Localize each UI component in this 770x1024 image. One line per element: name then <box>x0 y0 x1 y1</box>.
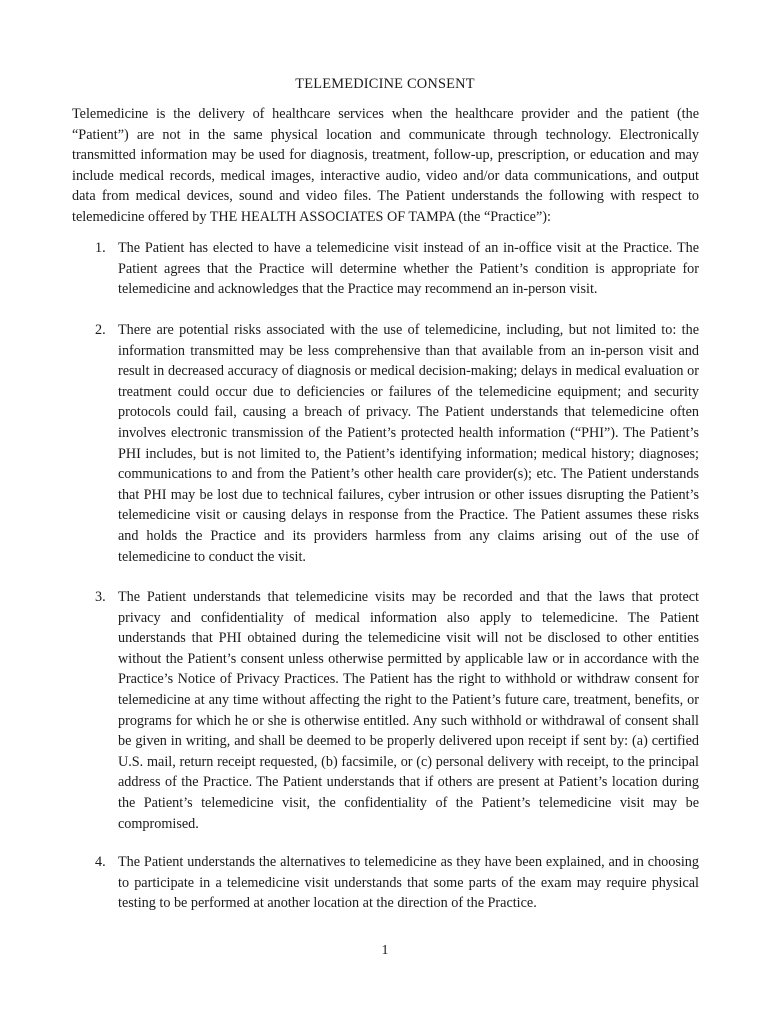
list-item-number: 1. <box>95 240 106 256</box>
list-item-text: The Patient understands the alternatives to telemedicine as they have been explained, and in choosing to participate in a telemedicine visit understands that some parts of the exam may require physical testing to be performed at another location at the direction of the Practice. <box>118 854 699 912</box>
list-item <box>72 587 699 834</box>
document-title: TELEMEDICINE CONSENT <box>295 76 475 92</box>
list-item <box>72 320 699 567</box>
page-number: 1 <box>381 943 389 958</box>
list-item-text: The Patient has elected to have a telemedicine visit instead of an in-office visit at the Practice. The Patient agrees that the Practice will determine whether the Patient’s condition is appropriate for telemedicine and acknowledges that the Practice may recommend an in-person visit. <box>118 240 699 298</box>
list-item <box>72 852 699 914</box>
intro-paragraph: Telemedicine is the delivery of healthcare services when the healthcare provider and the patient (the “Patient”) are not in the same physical location and communicate through technology. Electronically transmitted information may be used for diagnosis, treatment, follow-up, prescription, or education and may include medical records, medical images, interactive audio, video and/or data communications, and output data from medical devices, sound and video files. The Patient understands the following with respect to telemedicine offered by THE HEALTH ASSOCIATES OF TAMPA (the “Practice”): <box>72 106 699 225</box>
list-item-number: 4. <box>95 854 106 870</box>
list-item-number: 2. <box>95 322 106 338</box>
list-item-text: There are potential risks associated with the use of telemedicine, including, but not limited to: the information transmitted may be less comprehensive than that available from an in-person visit and result in decreased accuracy of diagnosis or medical decision-making; delays in medical evaluation or treatment could occur due to deficiencies or failures of the telemedicine equipment; and security protocols could fail, causing a breach of privacy. The Patient understands that telemedicine often involves electronic transmission of the Patient’s protected health information (“PHI”). The Patient’s PHI includes, but is not limited to, the Patient’s identifying information; medical history; diagnoses; communications to and from the Patient’s other health care provider(s); etc. The Patient understands that PHI may be lost due to technical failures, cyber intrusion or other issues disrupting the Patient’s telemedicine visit or causing delays in response from the Practice. The Patient assumes these risks and holds the Practice and its providers harmless from any claims arising out of the use of telemedicine to conduct the visit. <box>118 322 699 565</box>
list-item-number: 3. <box>95 589 106 605</box>
list-item <box>72 238 699 300</box>
list-item-text: The Patient understands that telemedicine visits may be recorded and that the laws that protect privacy and confidentiality of medical information also apply to telemedicine. The Patient understands that PHI obtained during the telemedicine visit will not be disclosed to other entities without the Patient’s consent unless otherwise permitted by applicable law or in accordance with the Practice’s Notice of Privacy Practices. The Patient has the right to withhold or withdraw consent for telemedicine at any time without affecting the right to the Patient’s future care, treatment, benefits, or programs for which he or she is otherwise entitled. Any such withhold or withdrawal of consent shall be given in writing, and shall be deemed to be properly delivered upon receipt if sent by: (a) certified U.S. mail, return receipt requested, (b) facsimile, or (c) personal delivery with receipt, to the principal address of the Practice. The Patient understands that if others are present at Patient’s location during the Patient’s telemedicine visit, the confidentiality of the Patient’s telemedicine visit may be compromised. <box>118 589 699 832</box>
